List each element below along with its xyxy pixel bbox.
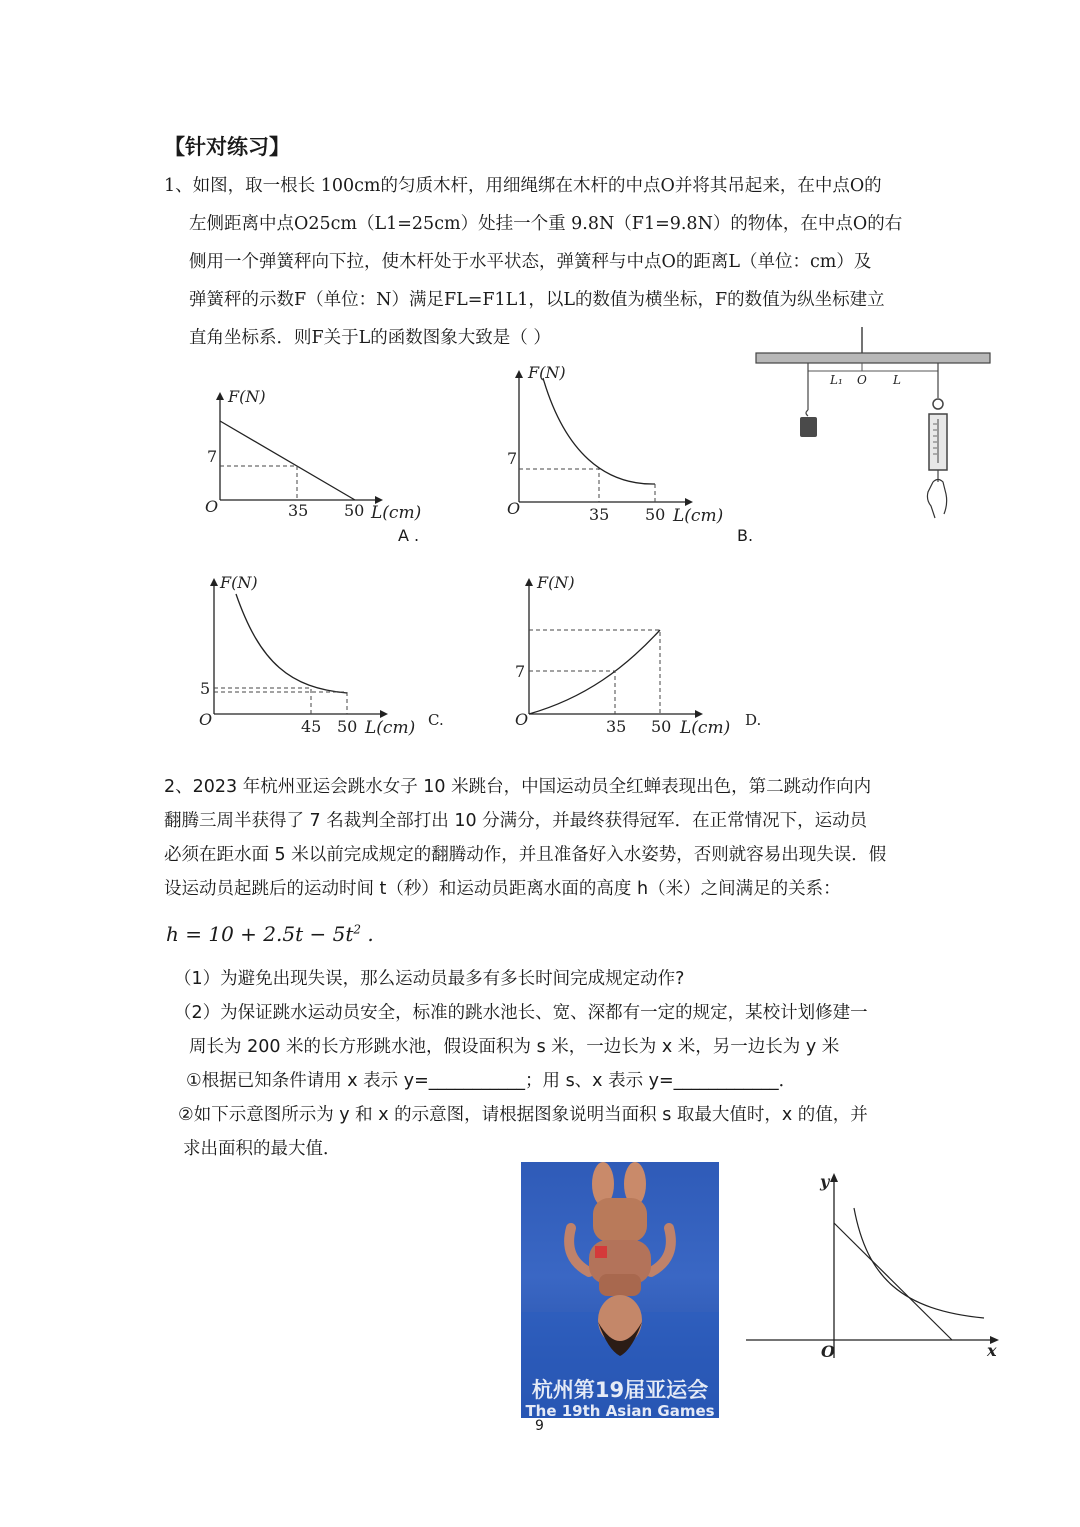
graph-b-xtick-1: 35: [589, 505, 610, 524]
graph-c-xtick-1: 45: [301, 717, 322, 736]
q2-sub2e: 求出面积的最大值．: [183, 1139, 341, 1159]
q1-line1: 1、如图，取一根长 100cm的匀质木杆，用细绳绑在木杆的中点O并将其吊起来，在中点O的: [164, 176, 882, 196]
graph-b-curve: [543, 378, 655, 484]
graph-c: [190, 568, 450, 743]
graph-b-xtick-2: 50: [645, 505, 666, 524]
graph-a-xlabel: L(cm): [371, 503, 422, 523]
wooden-rod: [756, 353, 990, 363]
graph-b-xlabel: L(cm): [673, 506, 724, 526]
q2-line3: 必须在距水面 5 米以前完成规定的翻腾动作，并且准备好入水姿势，否则就容易出现失误．假: [164, 845, 887, 865]
label-l: L: [893, 373, 901, 387]
q2-sub2a: （2）为保证跳水运动员安全，标准的跳水池长、宽、深都有一定的规定，某校计划修建一: [174, 1003, 868, 1023]
q2-sub2b: 周长为 200 米的长方形跳水池，假设面积为 s 米，一边长为 x 米，另一边长为 y 米: [189, 1037, 840, 1057]
label-l1: L₁: [830, 373, 843, 387]
height-formula: [166, 922, 374, 946]
option-b-label: B.: [737, 526, 754, 545]
sketch-origin: O: [821, 1342, 835, 1361]
graph-a-ytick: 7: [207, 447, 218, 466]
q1-line3: 侧用一个弹簧秤向下拉，使木杆处于水平状态，弹簧秤与中点O的距离L（单位：cm）及: [189, 252, 872, 272]
graph-a-xtick-2: 50: [344, 501, 365, 520]
q1-line5: 直角坐标系．则F关于L的函数图象大致是（ ）: [189, 328, 551, 348]
graph-a-ylabel: F(N): [228, 387, 266, 406]
graph-a-line: [220, 421, 355, 500]
graph-a: [190, 378, 435, 528]
linear-line: [834, 1223, 952, 1340]
scale-ring: [933, 399, 943, 409]
graph-d-curve: [529, 630, 660, 714]
sketch-ylabel: y: [820, 1172, 830, 1191]
label-o: O: [857, 373, 867, 387]
formula-end: .: [361, 922, 374, 946]
formula-body: h = 10 + 2.5t − 5t: [166, 922, 354, 946]
page-number: 9: [535, 1418, 544, 1434]
option-a-label: A .: [398, 526, 420, 545]
graph-c-xlabel: L(cm): [365, 718, 416, 738]
hand-icon: [927, 480, 946, 519]
graph-c-ytick: 5: [200, 679, 211, 698]
lever-figure: [750, 322, 1000, 527]
q2-sub1: （1）为避免出现失误，那么运动员最多有多长时间完成规定动作?: [174, 969, 685, 989]
graph-d-xtick-1: 35: [606, 717, 627, 736]
hyperbola-curve: [854, 1208, 984, 1318]
diver-photo: [521, 1162, 719, 1418]
question-2: [164, 770, 944, 906]
photo-caption-cn: 杭州第19届亚运会: [531, 1378, 709, 1402]
option-d-label: D.: [745, 711, 762, 729]
q2-line2: 翻腾三周半获得了 7 名裁判全部打出 10 分满分，并最终获得冠军．在正常情况下，运动员: [164, 811, 868, 831]
photo-caption-en: The 19th Asian Games: [525, 1402, 715, 1418]
graph-b-ytick: 7: [507, 449, 518, 468]
weight-icon: [800, 417, 817, 437]
q2-sub2c: ①根据已知条件请用 x 表示 y=___________；用 s、x 表示 y=____________．: [186, 1071, 797, 1091]
graph-c-curve: [236, 594, 347, 693]
graph-b: [495, 358, 730, 530]
sketch-xlabel: x: [987, 1341, 997, 1360]
graph-c-xtick-2: 50: [337, 717, 358, 736]
question-2-parts: [174, 962, 944, 1166]
graph-b-ylabel: F(N): [528, 363, 566, 382]
graph-d-xlabel: L(cm): [680, 718, 731, 738]
graph-c-ylabel: F(N): [220, 573, 258, 592]
graph-a-xtick-1: 35: [288, 501, 309, 520]
q1-line2: 左侧距离中点O25cm（L1=25cm）处挂一个重 9.8N（F1=9.8N）的物体，在中点O的右: [189, 214, 903, 234]
measure-brace: [808, 363, 938, 371]
formula-exponent: 2: [353, 922, 361, 937]
graph-b-origin: O: [507, 499, 521, 518]
q2-sub2d: ②如下示意图所示为 y 和 x 的示意图，请根据图象说明当面积 s 取最大值时，x 的值，并: [178, 1105, 868, 1125]
section-heading: 【针对练习】: [164, 135, 290, 159]
graph-d-xtick-2: 50: [651, 717, 672, 736]
graph-d-ylabel: F(N): [537, 573, 575, 592]
option-c-label: C.: [428, 711, 444, 729]
graph-d-origin: O: [515, 710, 529, 729]
graph-a-origin: O: [205, 497, 219, 516]
q1-line4: 弹簧秤的示数F（单位：N）满足FL=F1L1，以L的数值为横坐标，F的数值为纵坐标建立: [189, 290, 885, 310]
yx-sketch-graph: [742, 1168, 1002, 1363]
graph-d: [505, 568, 770, 743]
graph-c-origin: O: [199, 710, 213, 729]
q2-line1: 2、2023 年杭州亚运会跳水女子 10 米跳台，中国运动员全红蝉表现出色，第二跳动作向内: [164, 777, 872, 797]
graph-d-ytick: 7: [515, 662, 526, 681]
q2-line4: 设运动员起跳后的运动时间 t（秒）和运动员距离水面的高度 h（米）之间满足的关系：: [164, 879, 841, 899]
